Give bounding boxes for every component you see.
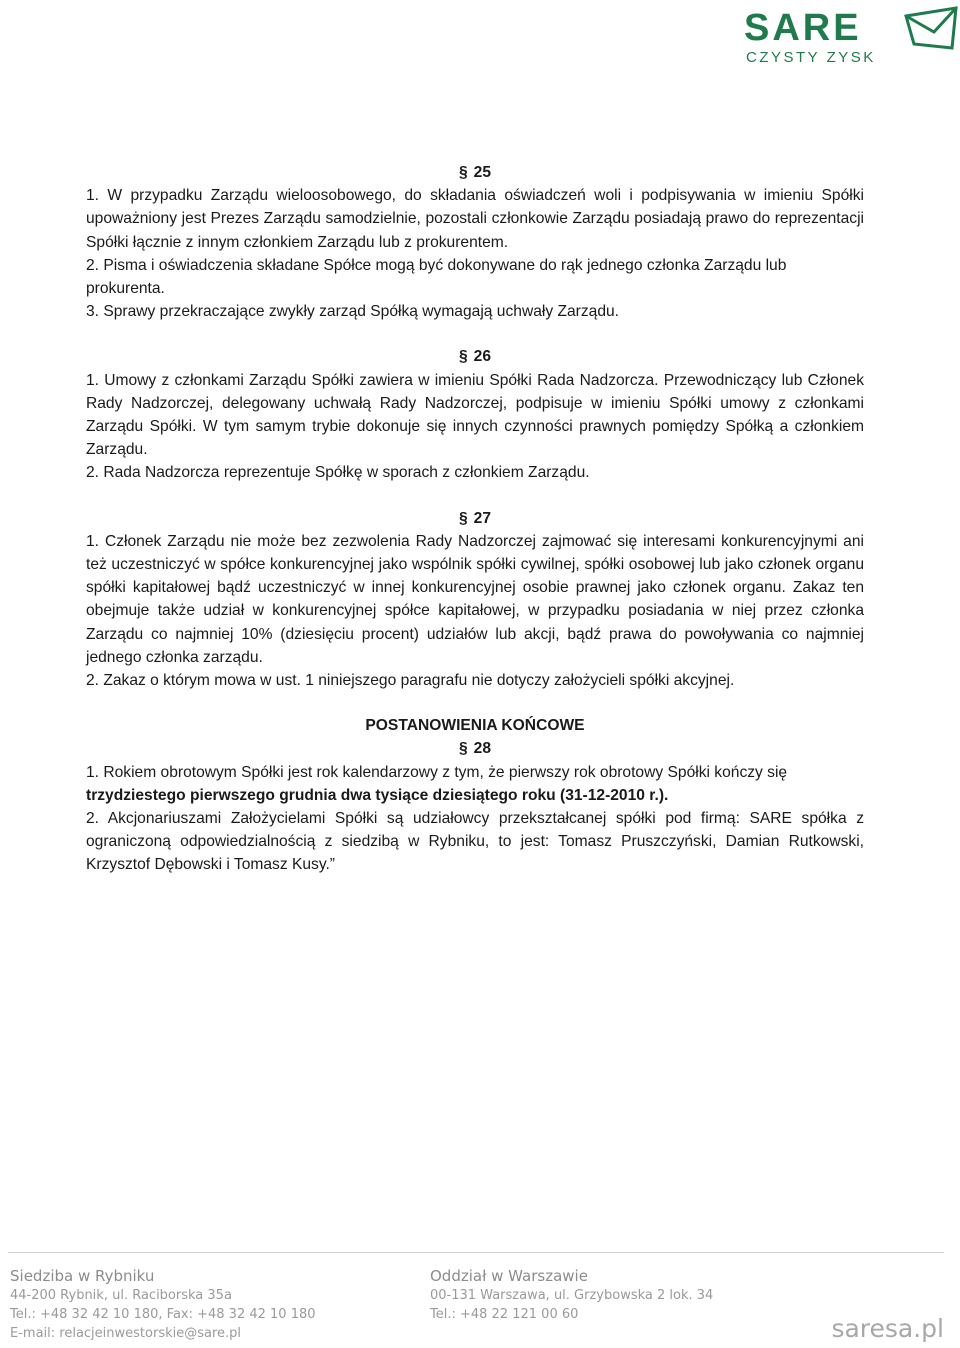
- section-26-heading: § 26: [458, 348, 492, 366]
- branch-phone: Tel.: +48 22 121 00 60: [430, 1307, 579, 1322]
- section-26-paragraph-2: 2. Rada Nadzorcza reprezentuje Spółkę w sporach z członkiem Zarządu.: [86, 464, 590, 482]
- logo-tagline: CZYSTY ZYSK: [746, 49, 876, 66]
- logo-name: SARE: [744, 7, 862, 49]
- section-26-paragraph-1: 1. Umowy z członkami Zarządu Spółki zawiera w imieniu Spółki Rada Nadzorcza. Przewodniczący lub Członek Rady Nadzorczej, delegowany uchwałą Rady Nadzorczej, podpisuje w imieniu Spółki umowy z członkami Zarządu Spółki. W tym samym trybie dokonuje się innych czynności prawnych pomiędzy Spółką a członkiem Zarządu.: [86, 371, 864, 459]
- section-25-paragraph-3: 3. Sprawy przekraczające zwykły zarząd Spółką wymagają uchwały Zarządu.: [86, 303, 620, 321]
- footer-headquarters: [10, 1266, 316, 1343]
- section-27-heading: § 27: [458, 509, 492, 527]
- footer-website: saresa.pl: [831, 1314, 944, 1343]
- branch-address: 00-131 Warszawa, ul. Grzybowska 2 lok. 34: [430, 1288, 714, 1303]
- hq-phone: Tel.: +48 32 42 10 180, Fax: +48 32 42 10 180: [10, 1307, 316, 1322]
- sare-logo: [738, 4, 960, 68]
- section-25-paragraph-2: 2. Pisma i oświadczenia składane Spółce mogą być dokonywane do rąk jednego członka Zarządu lub prokurenta.: [86, 256, 787, 298]
- hq-address: 44-200 Rybnik, ul. Raciborska 35a: [10, 1288, 232, 1303]
- document-body: [86, 161, 864, 877]
- branch-title: Oddział w Warszawie: [430, 1267, 588, 1285]
- section-27-paragraph-2: 2. Zakaz o którym mowa w ust. 1 niniejszego paragrafu nie dotyczy założycieli spółki akcyjnej.: [86, 672, 735, 690]
- footer-branch: [430, 1266, 713, 1324]
- hq-title: Siedziba w Rybniku: [10, 1267, 155, 1285]
- final-provisions-title: POSTANOWIENIA KOŃCOWE: [365, 717, 585, 735]
- envelope-icon: [906, 8, 956, 48]
- section-28-paragraph-1: 1. Rokiem obrotowym Spółki jest rok kalendarzowy z tym, że pierwszy rok obrotowy Spółki kończy się trzydziestego pierwszego grudnia dwa tysiące dziesiątego roku (31-12-2010 r.).: [86, 763, 788, 804]
- section-27-paragraph-1: 1. Członek Zarządu nie może bez zezwolenia Rady Nadzorczej zajmować się interesami konkurencyjnymi ani też uczestniczyć w spółce konkurencyjnej jako wspólnik spółki cywilnej, spółki osobowej lub jako członek organu spółki kapitałowej bądź uczestniczyć w innej konkurencyjnej osobie prawnej jako członek organu. Zakaz ten obejmuje także udział w konkurencyjnej spółce kapitałowej, w przypadku posiadania w niej przez członka Zarządu co najmniej 10% (dziesięciu procent) udziałów lub akcji, bądź prawa do powoływania co najmniej jednego członka zarządu.: [86, 532, 864, 666]
- section-25-heading: § 25: [458, 164, 492, 181]
- hq-email: E-mail: relacjeinwestorskie@sare.pl: [10, 1326, 242, 1341]
- section-25-paragraph-1: 1. W przypadku Zarządu wieloosobowego, do składania oświadczeń woli i podpisywania w imieniu Spółki upoważniony jest Prezes Zarządu samodzielnie, pozostali członkowie Zarządu posiadają prawo do reprezentacji Spółki łącznie z innym członkiem Zarządu lub z prokurentem.: [86, 187, 864, 251]
- section-28-paragraph-2: 2. Akcjonariuszami Założycielami Spółki są udziałowcy przekształcanej spółki pod firmą: SARE spółka z ograniczoną odpowiedzialnością z siedzibą w Rybniku, to jest: Tomasz Pruszczyński, Damian Rutkowski, Krzysztof Dębowski i Tomasz Kusy.”: [86, 810, 864, 874]
- section-28-heading: § 28: [458, 740, 492, 758]
- footer-divider: [8, 1252, 944, 1253]
